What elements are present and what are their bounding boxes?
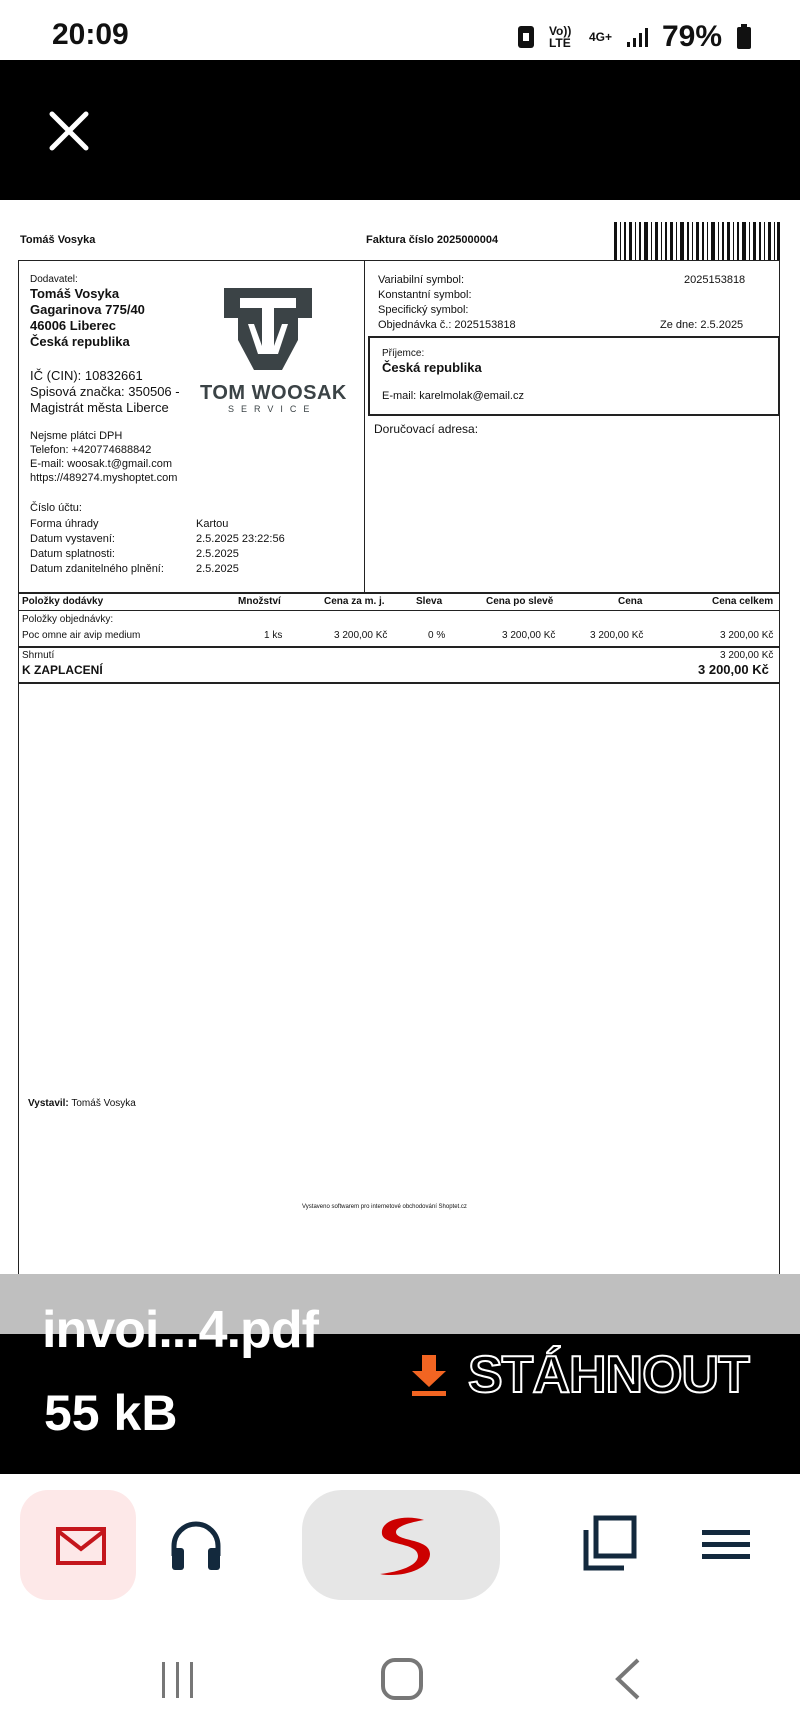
detail-value: 2.5.2025 bbox=[196, 563, 239, 575]
account-label: Číslo účtu: bbox=[30, 502, 82, 514]
supplier-file-no: Spisová značka: 350506 - bbox=[30, 384, 180, 399]
software-footer: Vystaveno softwarem pro internetové obchodování Shoptet.cz bbox=[302, 1204, 467, 1210]
supplier-phone: Telefon: +420774688842 bbox=[30, 444, 152, 456]
nav-mail[interactable] bbox=[20, 1490, 136, 1600]
logo-sub: SERVICE bbox=[228, 404, 317, 414]
issued-name: Tomáš Vosyka bbox=[71, 1098, 136, 1109]
status-icons bbox=[517, 20, 752, 54]
row-total: 3 200,00 Kč bbox=[720, 630, 774, 641]
detail-value: 2.5.2025 23:22:56 bbox=[196, 533, 285, 545]
supplier-court: Magistrát města Liberce bbox=[30, 400, 169, 415]
home-button[interactable] bbox=[376, 1654, 428, 1704]
signal-icon bbox=[626, 26, 648, 48]
col-price-after-discount: Cena po slevě bbox=[486, 596, 554, 607]
mail-icon bbox=[56, 1527, 106, 1565]
detail-label: Datum zdanitelného plnění: bbox=[30, 563, 164, 575]
recents-icon bbox=[150, 1654, 206, 1704]
row-price: 3 200,00 Kč bbox=[590, 630, 644, 641]
issued-by bbox=[28, 1098, 136, 1109]
issued-label: Vystavil: bbox=[28, 1098, 69, 1109]
col-quantity: Množství bbox=[238, 596, 281, 607]
row-quantity: 1 ks bbox=[264, 630, 283, 641]
nav-podcasts[interactable] bbox=[160, 1508, 232, 1580]
supplier-label: Dodavatel: bbox=[30, 274, 78, 285]
viewer-toolbar bbox=[0, 60, 800, 200]
status-time: 20:09 bbox=[52, 18, 129, 51]
row-item-name: Poc omne air avip medium bbox=[22, 630, 141, 641]
supplier-email: E-mail: woosak.t@gmail.com bbox=[30, 458, 172, 470]
table-header-rule bbox=[18, 610, 780, 611]
download-label: STÁHNOUT bbox=[468, 1346, 749, 1404]
detail-label: Forma úhrady bbox=[30, 518, 99, 530]
battery-icon bbox=[736, 24, 752, 50]
recents-button[interactable] bbox=[150, 1654, 206, 1704]
close-icon bbox=[44, 106, 94, 156]
col-discount: Sleva bbox=[416, 596, 443, 607]
detail-value: 2.5.2025 bbox=[196, 548, 239, 560]
col-price: Cena bbox=[618, 596, 643, 607]
download-button[interactable] bbox=[410, 1340, 749, 1410]
logo-name: TOM WOOSAK bbox=[200, 382, 347, 404]
download-icon bbox=[410, 1353, 448, 1397]
copy-icon bbox=[574, 1508, 646, 1580]
recipient-label: Příjemce: bbox=[382, 348, 425, 359]
supplier-country: Česká republika bbox=[30, 334, 130, 349]
column-divider bbox=[364, 260, 365, 592]
seznam-logo-icon bbox=[374, 1514, 434, 1578]
specific-symbol-label: Specifický symbol: bbox=[378, 304, 469, 316]
system-navigation bbox=[0, 1604, 800, 1734]
recipient-box bbox=[368, 336, 780, 416]
order-date: Ze dne: 2.5.2025 bbox=[660, 319, 744, 331]
summary-bottom-rule bbox=[18, 682, 780, 684]
recipient-email: E-mail: karelmolak@email.cz bbox=[382, 390, 524, 402]
network-lte: Vo)) LTE bbox=[548, 24, 572, 50]
supplier-vat: Nejsme plátci DPH bbox=[30, 430, 123, 442]
supplier-web: https://489274.myshoptet.com bbox=[30, 472, 178, 484]
tom-woosak-logo-icon bbox=[220, 284, 316, 374]
file-size: 55 kB bbox=[44, 1385, 178, 1441]
col-total: Cena celkem bbox=[712, 596, 774, 607]
recipient-name: Česká republika bbox=[382, 360, 482, 375]
constant-symbol-label: Konstantní symbol: bbox=[378, 289, 472, 301]
supplier-street: Gagarinova 775/40 bbox=[30, 302, 145, 317]
to-pay-label: K ZAPLACENÍ bbox=[22, 663, 103, 677]
pdf-preview[interactable] bbox=[0, 200, 800, 1274]
supplier-city: 46006 Liberec bbox=[30, 318, 117, 333]
detail-label: Datum vystavení: bbox=[30, 533, 115, 545]
back-icon bbox=[604, 1654, 654, 1704]
file-name: invoi...4.pdf bbox=[42, 1301, 318, 1359]
order-number: Objednávka č.: 2025153818 bbox=[378, 319, 516, 331]
col-unit-price: Cena za m. j. bbox=[324, 596, 385, 607]
row-unit-price: 3 200,00 Kč bbox=[334, 630, 388, 641]
row-discount: 0 % bbox=[428, 630, 446, 641]
back-button[interactable] bbox=[604, 1654, 654, 1704]
invoice-title: Faktura číslo 2025000004 bbox=[366, 234, 499, 246]
supplier-ico: IČ (CIN): 10832661 bbox=[30, 368, 143, 383]
summary-label: Shrnutí bbox=[22, 650, 55, 661]
supplier-name: Tomáš Vosyka bbox=[30, 286, 120, 301]
battery-percent: 79% bbox=[661, 20, 722, 53]
invoice-page bbox=[18, 200, 780, 1274]
to-pay-value: 3 200,00 Kč bbox=[698, 662, 769, 677]
headphones-icon bbox=[160, 1508, 232, 1580]
items-section-label: Položky objednávky: bbox=[22, 614, 114, 625]
nav-home[interactable] bbox=[302, 1490, 500, 1600]
nav-tabs[interactable] bbox=[574, 1508, 646, 1580]
barcode-icon bbox=[614, 222, 780, 260]
row-price-after-discount: 3 200,00 Kč bbox=[502, 630, 556, 641]
col-items: Položky dodávky bbox=[22, 596, 104, 607]
nfc-icon bbox=[517, 25, 535, 49]
summary-top-rule bbox=[18, 646, 780, 648]
variable-symbol-value: 2025153818 bbox=[684, 274, 746, 286]
table-top-rule bbox=[18, 592, 780, 594]
delivery-address-label: Doručovací adresa: bbox=[374, 422, 479, 436]
network-4g: 4G+ bbox=[588, 30, 612, 44]
summary-value: 3 200,00 Kč bbox=[720, 650, 774, 661]
home-icon bbox=[376, 1654, 428, 1704]
close-button[interactable] bbox=[44, 106, 94, 156]
menu-icon bbox=[690, 1508, 762, 1580]
nav-menu[interactable] bbox=[690, 1508, 762, 1580]
detail-label: Datum splatnosti: bbox=[30, 548, 115, 560]
bottom-navigation bbox=[0, 1474, 800, 1604]
detail-value: Kartou bbox=[196, 518, 229, 530]
seller-header: Tomáš Vosyka bbox=[20, 234, 96, 246]
variable-symbol-label: Variabilní symbol: bbox=[378, 274, 464, 286]
